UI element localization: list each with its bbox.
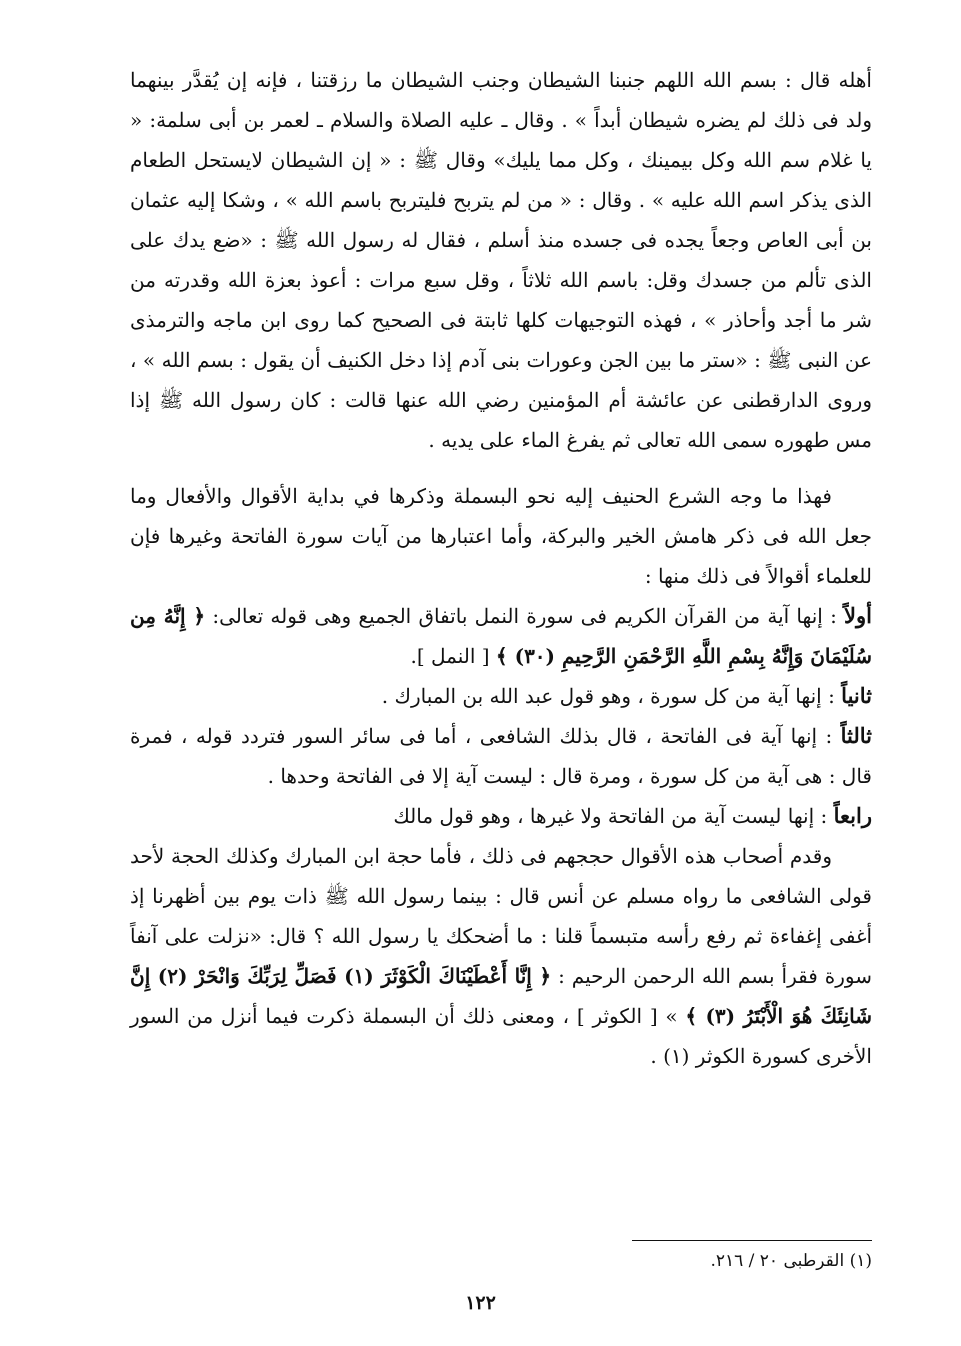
quran-verse: ﴿ إِنَّا أَعْطَيْنَاكَ الْكَوْثَرَ (١) فَصَلِّ لِرَبِّكَ وَانْحَرْ (٢) إِنَّ شَانِئَكَ هُوَ الْأَبْتَرُ (٣) ﴾ [130,964,872,1028]
paragraph-arguments [130,836,872,1076]
opinion-item-second [130,676,872,716]
opinion-label: رابعاً [833,803,872,828]
opinion-item-fourth [130,796,872,836]
paragraph-hadith-tasmiya: أهله قال : بسم الله اللهم جنبنا الشيطان وجنب الشيطان ما رزقتنا ، فإنه إن يُقدَّر بينهما ولد فى ذلك لم يضره شيطان أبداً » . وقال ـ عليه الصلاة والسلام ـ لعمر بن أبى سلمة: « يا غلام سم الله وكل بيمينك ، وكل مما يليك» وقال ﷺ : « إن الشيطان لايستحل الطعام الذى يذكر اسم الله عليه » . وقال : « من لم يتربح فليتربح باسم الله » ، وشكا إليه عثمان بن أبى العاص وجعاً يجده فى جسده منذ أسلم ، فقال له رسول الله ﷺ : «ضع يدك على الذى تألم من جسدك وقل: باسم الله ثلاثاً ، وقل سبع مرات : أعوذ بعزة الله وقدرته من شر ما أجد وأحاذر » ، فهذه التوجيهات كلها ثابتة فى الصحيح كما روى ابن ماجه والترمذى عن النبى ﷺ : «ستر ما بين الجن وعورات بنى آدم إذا دخل الكنيف أن يقول : بسم الله » ، وروى الدارقطنى عن عائشة أم المؤمنين رضي الله عنها قالت : كان رسول الله ﷺ إذا مس طهوره سمى الله تعالى ثم يفرغ الماء على يديه . [130,68,872,452]
paragraph-text: » [ الكوثر ] ، ومعنى ذلك أن البسملة ذكرت فيما أنزل من السور الأخرى كسورة الكوثر (١) . [130,1004,872,1068]
footnote: (١) القرطبى ٢٠ / ٢١٦. [710,1251,872,1271]
opinion-label: ثانياً [841,683,872,708]
opinion-text: : إنها آية من كل سورة ، وهو قول عبد الله بن المبارك . [381,684,842,708]
paragraph-text: وقدم أصحاب هذه الأقوال حججهم فى ذلك ، فأما حجة ابن المبارك وكذلك الحجة لأحد قولى الشافعى ما رواه مسلم عن أنس قال : بينما رسول الله ﷺ ذات يوم بين أظهرنا إذ أغفى إغفاءة ثم رفع رأسه متبسماً قلنا : ما أضحكك يا رسول الله ؟ قال: «نزلت على آنفاً سورة فقرأ بسم الله الرحمن الرحيم : [130,844,873,988]
page-number: ١٢٢ [465,1292,496,1314]
page-body [130,60,872,1076]
opinion-label: أولاً [844,603,872,628]
quran-verse: ﴿ إِنَّهُ مِن سُلَيْمَانَ وَإِنَّهُ بِسْمِ اللَّهِ الرَّحْمَنِ الرَّحِيمِ (٣٠) ﴾ [130,604,872,668]
opinion-text: : إنها ليست آية من الفاتحة ولا غيرها ، وهو قول مالك [393,804,834,828]
paragraph-basmala-opinions-intro: فهذا ما وجه الشرع الحنيف إليه نحو البسملة وذكرها في بداية الأقوال والأفعال وما جعل الله فى ذكر هامش الخير والبركة، وأما اعتبارها من آيات سورة الفاتحة وغيرها فإن للعلماء أقوالاً فى ذلك منها : [130,484,872,588]
opinion-item-first [130,596,872,676]
opinion-label: ثالثاً [840,723,872,748]
opinion-text: : إنها آية فى الفاتحة ، قال بذلك الشافعى ، أما فى سائر السور فتردد قوله ، فمرة قال : هى آية من كل سورة ، ومرة قال : ليست آية إلا فى الفاتحة وحدها . [130,724,872,788]
verse-citation: [ النمل ]. [410,644,496,668]
footnote-divider [632,1240,872,1241]
paragraph-gap [130,460,872,476]
opinion-item-third [130,716,872,796]
opinion-text: : إنها آية من القرآن الكريم فى سورة النمل باتفاق الجميع وهى قوله تعالى: [212,604,845,628]
